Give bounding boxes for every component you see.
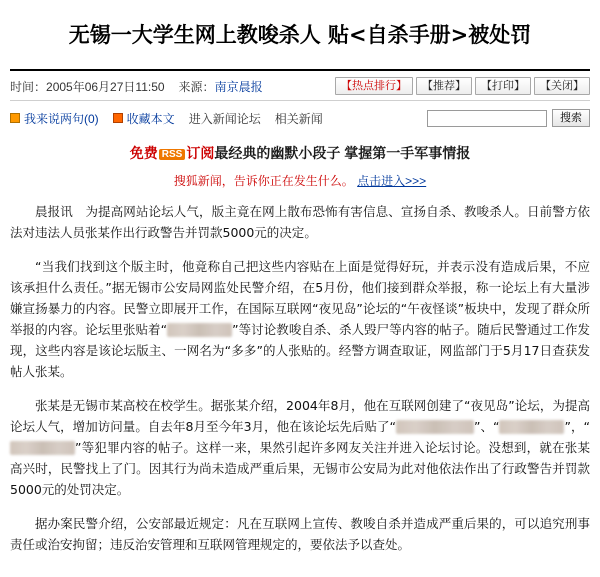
- meta-time-label: 时间：: [10, 79, 47, 94]
- paragraph-text: 张某是无锡市某高校在校学生。据张某介绍，2004年8月，他在互联网创建了“夜见岛”论坛，为提高论坛人气，增加访问量。自去年8月至今年3月，他在该论坛先后贴了“ ”、“ ”，“”等犯罪内容的帖子。这样一来，果然引起许多网友关注并进入论坛讨论。没想到，就在张某高兴时，民警找上了门。因其行为尚未造成严重后果，无锡市公安局为此对他依法作出了行政警告并罚款5000元的处罚决定。: [10, 398, 591, 498]
- paragraph-text: 晨报讯 为提高网站论坛人气，版主竟在网上散布恐怖有害信息、宣扬自杀、教唆杀人。日前警方依法对违法人员张某作出行政警告并罚款5000元的决定。: [10, 204, 590, 241]
- comment-tool[interactable]: [10, 110, 99, 127]
- ad-secondary-text: 搜狐新闻，告诉你正在发生什么。: [173, 174, 354, 189]
- redacted-text: [10, 441, 75, 455]
- article-paragraph: [10, 513, 590, 555]
- article-paragraph: [10, 256, 590, 382]
- rss-icon: RSS: [159, 149, 186, 160]
- ad-enter-link[interactable]: 点击进入>>>: [357, 174, 427, 189]
- orange-square-icon: [10, 113, 20, 123]
- ad-subscribe-label: 订阅: [186, 145, 215, 162]
- forum-link-label[interactable]: 进入新闻论坛: [188, 111, 261, 126]
- meta-source-value[interactable]: 南京晨报: [214, 79, 263, 94]
- related-news-tool[interactable]: [275, 110, 323, 127]
- search-input[interactable]: [427, 110, 547, 127]
- comment-link-label[interactable]: 我来说两句(0): [24, 111, 99, 126]
- close-button[interactable]: 【关闭】: [534, 77, 590, 95]
- ad-banner-line[interactable]: [10, 143, 590, 163]
- article-paragraph: [10, 201, 590, 243]
- page-title: 无锡一大学生网上教唆杀人 贴<自杀手册>被处罚: [68, 23, 532, 48]
- ad-secondary-line[interactable]: [10, 172, 590, 189]
- red-square-icon: [113, 113, 123, 123]
- news-article-page: [0, 14, 600, 577]
- tool-row: [10, 101, 590, 131]
- forum-tool[interactable]: [189, 110, 261, 127]
- meta-bar: [10, 71, 590, 98]
- redacted-text: [396, 420, 474, 434]
- ad-free-label: 免费: [129, 145, 158, 162]
- recommend-button[interactable]: 【推荐】: [416, 77, 472, 95]
- redacted-text: [499, 420, 564, 434]
- hot-ranking-button[interactable]: 【热点排行】: [335, 77, 413, 95]
- print-button[interactable]: 【打印】: [475, 77, 531, 95]
- paragraph-text: “当我们找到这个版主时，他竟称自己把这些内容贴在上面是觉得好玩，并表示没有造成后果，不应该承担什么责任。”据无锡市公安局网监处民警介绍，在5月份，他们接到群众举报，称一论坛上有大量涉嫌宣扬暴力的内容。民警立即展开工作，在国际互联网“夜见岛”论坛的“午夜怪谈”板块中，发现了群众所举报的内容。论坛里张贴着“ ”等讨论教唆自杀、杀人毁尸等内容的帖子。随后民警通过工作发现，这些内容是该论坛版主、一网名为“多多”的人张贴的。经警方调查取证，网监部门于5月17日查获发帖人张某。: [10, 259, 590, 380]
- favorite-tool[interactable]: [113, 110, 175, 127]
- search-button[interactable]: 搜索: [552, 109, 590, 127]
- paragraph-text: 据办案民警介绍，公安部最近规定：凡在互联网上宣传、教唆自杀并造成严重后果的，可以追究刑事责任或治安拘留；违反治安管理和互联网管理规定的，要依法予以查处。: [10, 516, 590, 553]
- related-news-link-label[interactable]: 相关新闻: [274, 111, 323, 126]
- meta-buttons: [335, 77, 590, 95]
- favorite-link-label[interactable]: 收藏本文: [126, 111, 175, 126]
- ad-text: 最经典的幽默小段子 掌握第一手军事情报: [214, 145, 471, 162]
- redacted-text: [167, 323, 232, 337]
- meta-time-value: 2005年06月27日11:50: [46, 79, 165, 94]
- article-body: [10, 201, 590, 555]
- article-paragraph: [10, 395, 590, 500]
- meta-source-label: 来源：: [178, 79, 215, 94]
